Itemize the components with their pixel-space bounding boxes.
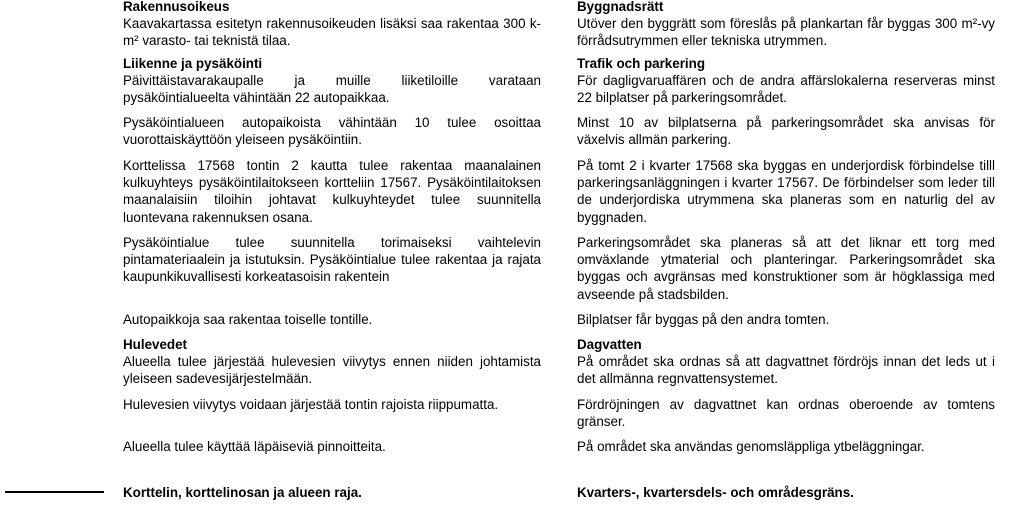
sv-trafik-text-3: På tomt 2 i kvarter 17568 ska byggas en underjordisk förbindelse tilll parkeringsanläggningen i kvarter 17567. De förbindelser som leder till de underjordiska utrymmena ska planeras som en naturlig del av byggnaden. [577, 158, 995, 225]
fi-hulevedet-heading: Hulevedet [123, 337, 187, 352]
sv-trafik-text-4: Parkeringsområdet ska planeras så att det liknar ett torg med omväxlande ytmaterial och planteringar. Parkeringsområdet ska byggas och avgränsas med konstruktioner som är högklassiga med avseende på stadsbilden. [577, 235, 995, 302]
fi-liikenne-text-3: Korttelissa 17568 tontin 2 kautta tulee rakentaa maanalainen kulkuyhteys pysäköintilaitokseen kortteliin 17567. Pysäköintilaitoksen maanalaisiin tiloihin johtavat kulkuyhteydet tulee suunnitella luontevana rakennuksen osana. [123, 158, 541, 225]
sv-dagvatten-text-2: Fördröjningen av dagvattnet kan ordnas oberoende av tomtens gränser. [577, 397, 995, 430]
fi-legend-label: Korttelin, korttelinosan ja alueen raja. [123, 485, 362, 500]
fi-hulevedet-text-3: Alueella tulee käyttää läpäiseviä pinnoitteita. [123, 439, 386, 454]
sv-legend-label: Kvarters-, kvartersdels- och områdesgräns. [577, 485, 854, 500]
sv-byggnadsratt-text: Utöver den byggrätt som föreslås på plankartan får byggas 300 m²-vy förrådsutrymmen eller tekniska utrymmen. [577, 16, 995, 49]
sv-trafik-text-5: Bilplatser får byggas på den andra tomten. [577, 312, 830, 327]
sv-byggnadsratt-heading: Byggnadsrätt [577, 0, 664, 14]
fi-liikenne-text-5: Autopaikkoja saa rakentaa toiselle tontille. [123, 312, 373, 327]
fi-hulevedet-text-1: Alueella tulee järjestää hulevesien viivytys ennen niiden johtamista yleiseen sadevesijärjestelmään. [123, 354, 541, 387]
sv-dagvatten-heading: Dagvatten [577, 337, 642, 352]
fi-hulevedet-text-2: Hulevesien viivytys voidaan järjestää tontin rajoista riippumatta. [123, 397, 499, 412]
sv-trafik-text-1: För dagligvaruaffären och de andra affärslokalerna reserveras minst 22 bilplatser på parkeringsområdet. [577, 73, 995, 106]
fi-liikenne-text-1: Päivittäistavarakaupalle ja muille liiketiloille varataan pysäköintialueelta vähintään 22 autopaikkaa. [123, 73, 541, 106]
sv-dagvatten-text-3: På området ska användas genomsläppliga ytbeläggningar. [577, 439, 925, 454]
fi-rakennusoikeus-heading: Rakennusoikeus [123, 0, 230, 14]
boundary-line-symbol [5, 491, 104, 493]
fi-rakennusoikeus-text: Kaavakartassa esitetyn rakennusoikeuden lisäksi saa rakentaa 300 k-m² varasto- tai teknistä tilaa. [123, 16, 541, 49]
sv-trafik-text-2: Minst 10 av bilplatserna på parkeringsområdet ska anvisas för växelvis allmän parkering. [577, 115, 995, 148]
sv-trafik-heading: Trafik och parkering [577, 56, 705, 71]
sv-dagvatten-text-1: På området ska ordnas så att dagvattnet fördröjs innan det leds ut i det allmänna regnvattensystemet. [577, 354, 995, 387]
fi-liikenne-heading: Liikenne ja pysäköinti [123, 56, 263, 71]
fi-liikenne-text-2: Pysäköintialueen autopaikoista vähintään 10 tulee osoittaa vuorottaiskäyttöön yleiseen pysäköintiin. [123, 115, 541, 148]
fi-liikenne-text-4: Pysäköintialue tulee suunnitella torimaiseksi vaihtelevin pintamateriaalein ja istutuksin. Pysäköintialue tulee rakentaa ja rajata kaupunkikuvallisesti korkeatasoisin rakentein [123, 235, 541, 285]
